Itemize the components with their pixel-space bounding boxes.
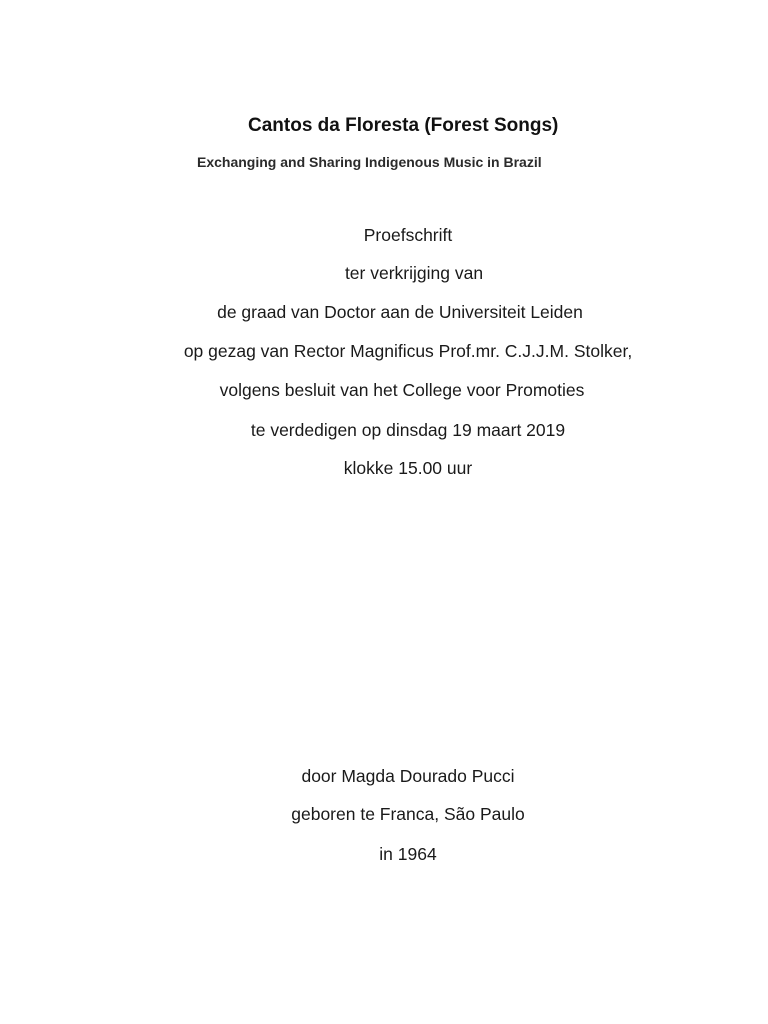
body-line: op gezag van Rector Magnificus Prof.mr. C.J.J.M. Stolker, — [183, 341, 633, 361]
document-subtitle: Exchanging and Sharing Indigenous Music in Brazil — [197, 154, 542, 170]
body-line: volgens besluit van het College voor Promoties — [219, 380, 585, 400]
author-birthyear: in 1964 — [379, 844, 437, 864]
defense-time: klokke 15.00 uur — [343, 458, 473, 478]
author-birthplace: geboren te Franca, São Paulo — [291, 804, 525, 824]
defense-date: te verdedigen op dinsdag 19 maart 2019 — [250, 420, 566, 440]
body-line: ter verkrijging van — [344, 263, 484, 283]
author-name: door Magda Dourado Pucci — [301, 766, 515, 786]
document-title: Cantos da Floresta (Forest Songs) — [248, 115, 559, 136]
body-line: de graad van Doctor aan de Universiteit Leiden — [217, 302, 583, 322]
thesis-label: Proefschrift — [363, 225, 453, 245]
